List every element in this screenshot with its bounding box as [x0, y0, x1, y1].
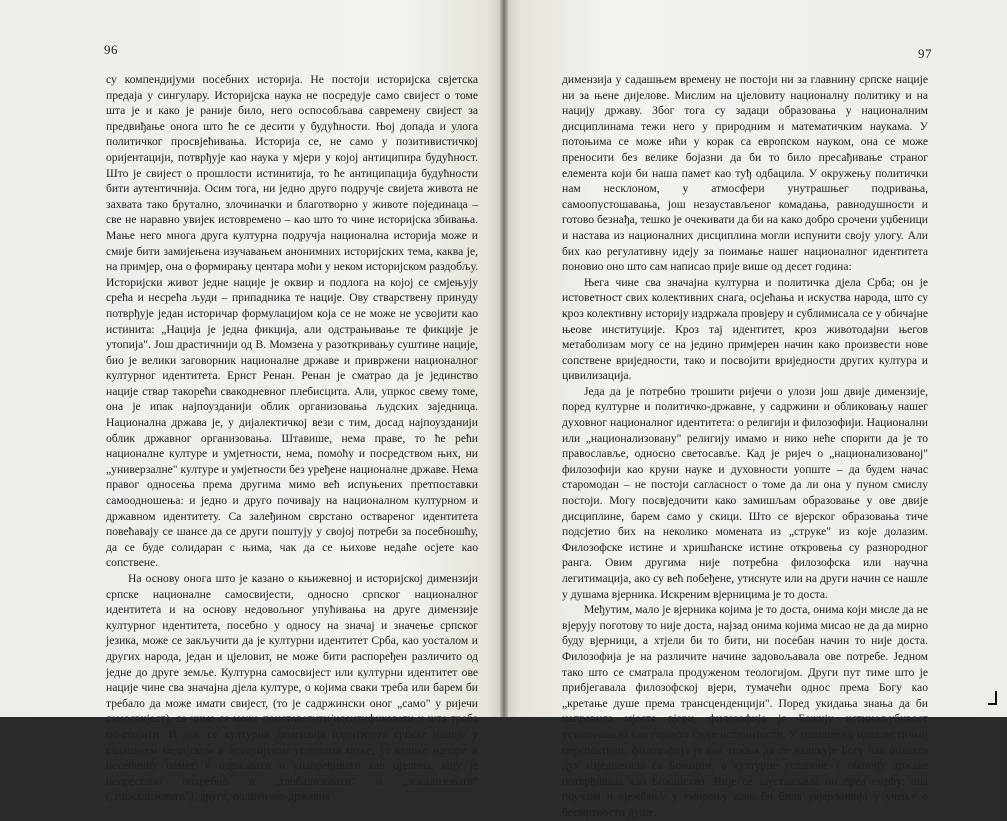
- book-gutter: [500, 0, 508, 717]
- page-number: 96: [104, 42, 118, 57]
- paragraph: су компендијуми посебних историја. Не постоји историјска свјетска предаја у сингулару. Историјска наука не посредује само свијест о томе шта је и како је раније било, него оспособљава савремену свијест за предвиђање онога што ће се десити у будућности. Њој допада и улога политичког просвјећивања. Историја се, не само у позитивистичкој оријентацији, потврђује као наука у мјери у којој антиципира будућност. Што је свијест о прошлости истинитија, то ће антиципација будућности бити аутентичнија. Осим тога, ни једно друго подручје свијета живота не захвата тако брутално, злочиначки и благотворно у животе појединаца – све не наравно увијек истовремено – као што то чине историјска збивања. Мање него многа друга културна подручја национална историја може и смије бити замијењена изучавањем анонимних историјских тема, каква је, на примјер, она о формирању центара моћи у неком историјском раздобљу. Историјски живот једне нације је оквир и подлога на којој се смјењују срећа и несрећа људи – припадника те нације. Ову стварствену принуду потврђује један историчар формулацијом која се не може не усвојити као истинита: „Нација је једна фикција, али одстрањивање те фикције је утопија". Још драстичнији од В. Момзена у разоткривању суштине нације, био је велики заговорник националне државе и привржени националног културног идентитета. Ернст Ренан. Ренан је сматрао да је јединство нације ствар такореħи свакодневног плебисцита. Али, упркос свему томе, она је ипак најпоузданији облик организовања људских заједница. Национална држава је, у дијалектичкој вези с тим, досад најпоузданији облик државног организовања. Штавише, нема праве, то ће рећи националне културе и умјетности, нема, помоћу и посредством њих, ни „универзалне" културе и умјетности без уређене националне државе. Нема правог односења према другима мимо већ испуњених претпоставки самоодношења: и једно и друго почивају на националном културном и државном идентитету. Са залеђином сврстано оствареног идентитета повећавају се шансе да се други поштују у својој потреби за посебношћу, да се буде солидаран с њима, чак да се њихове недаће осјете као сопствене.: [106, 73, 478, 570]
- left-page: [0, 0, 503, 804]
- paragraph: Међутим, мало је вјерника којима је то доста, онима који мисле да не вјерују поготову то није доста, најзад онима којима мисао не да да мирно буду вјерници, а хтјели би то бити, ни посебан начин то није доста. Филозофија је на различите начине задовољавала ове потребе. Једном тако што се сматрала продуженом теологијом. Други пут тиме што је прибјегавала филозофској вјери, тумачећи однос према Богу као „кретање душе према трансценденцији". Поред укидања знања да би направила мјеста вјери, филозофија је Божију истинољубивост устоличавала као гаранта своје истинитости. У повишеној идеалистичкој перспективи, филозофија је као тежња да се наликује Богу чак опшити дух изједначила са Божијим, а културне установе у обличју државе потврђивала као Божанство. Није се заустављала ни пред смрћу: она поучава и вјежбању у умирању како би била увјерљивија у учењу о бесмртности душе.: [562, 603, 928, 819]
- paragraph: димензија у садашњем времену не постоји ни за главнину српске нације ни за њене дијелове. Мислим на цјеловиту националну политику и на нацију државу. Због тога су задаци образовања у националним дисциплинама тежи него у природним и математичким наукама. У потоњима се може ићи у корак са европском науком, она се може преносити без велике бојазни да би то било пресађивање страног елемента који би наша памет као туђ одбацила. У окружењу политички нам несклоном, у атмосфери унутрашњег подривања, самоопустошавања, још незаустављеног комадања, равнодушности и готово безнађа, тешко је очекивати да би на како добро срочени уџбеници и настава из националних дисциплина могли испунити своју улогу. Али бих као регулативну идеју за поимање нашег националног идентитета поновио оно што сам написао прије више од десет година:: [562, 73, 928, 274]
- paragraph: На основу онога што је казано о књижевној и историјској димензији српске националне самосвијести, односно српског националног идентитета и на основу недовољног упућивања на друге димензије културног идентитета, посебно у односу на значај и значење српског језика, може се закључити да је културни идентитет Срба, као уосталом и других народа, један и цјеловит, не може бити распоређен различито од једне до друге земље. Културна самосвијест или културни идентитет ове нације чине сва значајна дјела културе, о којима сваки треба или барем би требало да може имати свијест, (то је садржински оног „само" у ријечи самосвијест), са чиме се може поистоветити/идентификовати и шта треба по-своjити. И док се културна димензија идентитета српске нације у садашњем медијском и историјском условима може, уз велике напоре и несебичну памет, и одржавати и унапређивати као цјелина, коју је непрестано потребно и „глобализовати" и „локализовати" („глокализовати"), друга, политичко-државна: [106, 572, 478, 804]
- right-page: [505, 0, 1007, 819]
- paragraph: Једа да је потребно трошити ријечи о улози још двије димензије, поред културне и политичко-државне, у садржини и обликовању нашег духовног националног идентитета: о религији и филозофији. Национални или „национализовану" религију имамо и нико неће спорити да је то православље, односно светосавље. Кад је ријеч о „национализованој" филозофији као круни науке и духовности уопште – да будем начас старомодан – не постоји сагласност о томе да ли она у пуном смислу постоји. Могу посвједочити како замишљам образовање у ове двије дисциплине, барем само у скици. Што се вјерског образовања тиче подсјетио бих на неколико момената из „струке" из које долазим. Филозофске истине и хришћанске истине откровења су разнородног ранга. Овим другима није потребна филозофска или научна легитимација, ако су већ побеђене, утиснуте или на други начин се нашле у душама вјерника. Искреним вјерницима је то доста.: [562, 384, 928, 601]
- corner-crop-mark: [988, 691, 997, 705]
- page-body: [562, 72, 928, 821]
- paragraph: Њега чине сва значајна културна и политичка дјела Срба; он је истоветност свих колективних снага, осјећања и искуства народа, што су кроз колективну историју издржала провјеру и сублимисала се у обичајне њеове институције. Кроз тај идентитет, кроз животодајни његов метаболизам могу се на једино примјерен начин како произвести нове сопствене вриједности, тако и посвојити вриједности других култура и цивилизација.: [562, 275, 928, 383]
- page-number: 97: [918, 46, 932, 61]
- page-body: [106, 72, 478, 805]
